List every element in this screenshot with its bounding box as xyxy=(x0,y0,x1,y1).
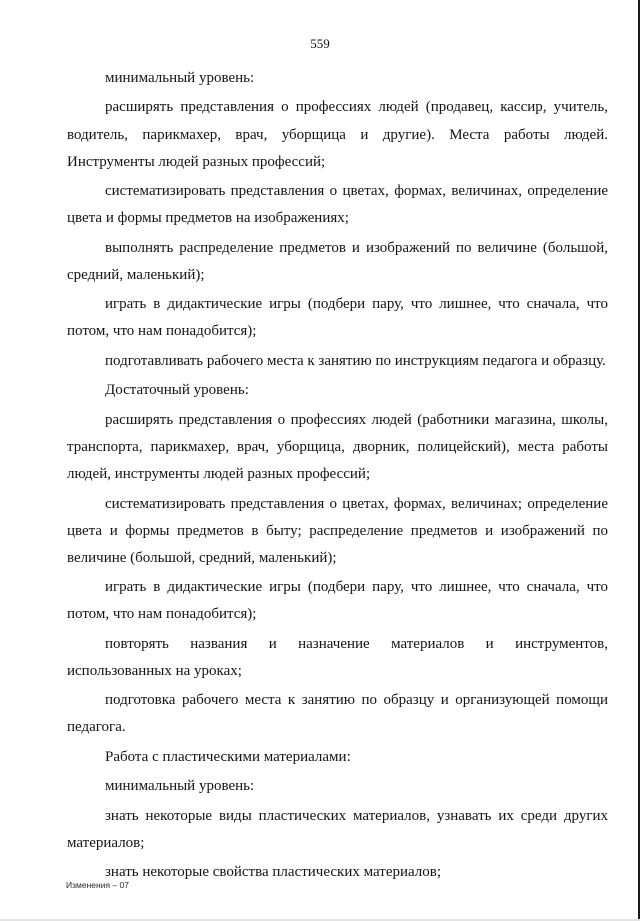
paragraph: систематизировать представления о цветах, формах, величинах, определение цвета и формы предметов на изображениях; xyxy=(67,183,608,227)
paragraph: систематизировать представления о цветах, формах, величинах; определение цвета и формы предметов в быту; распределение предметов и изображений по величине (большой, средний, маленький); xyxy=(67,495,608,566)
body-text xyxy=(67,65,608,889)
paragraph: знать некоторые свойства пластических материалов; xyxy=(105,864,442,881)
paragraph: играть в дидактические игры (подбери пару, что лишнее, что сначала, что потом, что нам понадобится); xyxy=(67,296,608,340)
section-heading: Достаточный уровень: xyxy=(105,382,249,399)
paragraph: расширять представления о профессиях людей (продавец, кассир, учитель, водитель, парикмахер, врач, уборщица и другие). Места работы людей. Инструменты людей разных профессий; xyxy=(67,99,608,170)
paragraph: минимальный уровень: xyxy=(105,778,255,795)
paragraph: расширять представления о профессиях людей (работники магазина, школы, транспорта, парикмахер, врач, уборщица, дворник, полицейский), места работы людей, инструменты людей разных профессий; xyxy=(67,411,608,483)
paragraph: подготовка рабочего места к занятию по образцу и организующей помощи педагога. xyxy=(67,692,608,736)
paragraph: выполнять распределение предметов и изображений по величине (большой, средний, маленький); xyxy=(67,239,608,283)
paragraph: знать некоторые виды пластических материалов, узнавать их среди других материалов; xyxy=(67,807,608,851)
page-number: 559 xyxy=(310,36,330,51)
paragraph: минимальный уровень: xyxy=(105,70,255,86)
paragraph: повторять названия и назначение материалов и инструментов, использованных на уроках; xyxy=(67,635,608,679)
paragraph: подготавливать рабочего места к занятию по инструкциям педагога и образцу. xyxy=(105,352,606,369)
paragraph: играть в дидактические игры (подбери пару, что лишнее, что сначала, что потом, что нам понадобится); xyxy=(67,579,608,623)
footer-revision-note: Изменения – 07 xyxy=(66,880,129,890)
section-heading: Работа с пластическими материалами: xyxy=(105,748,351,765)
